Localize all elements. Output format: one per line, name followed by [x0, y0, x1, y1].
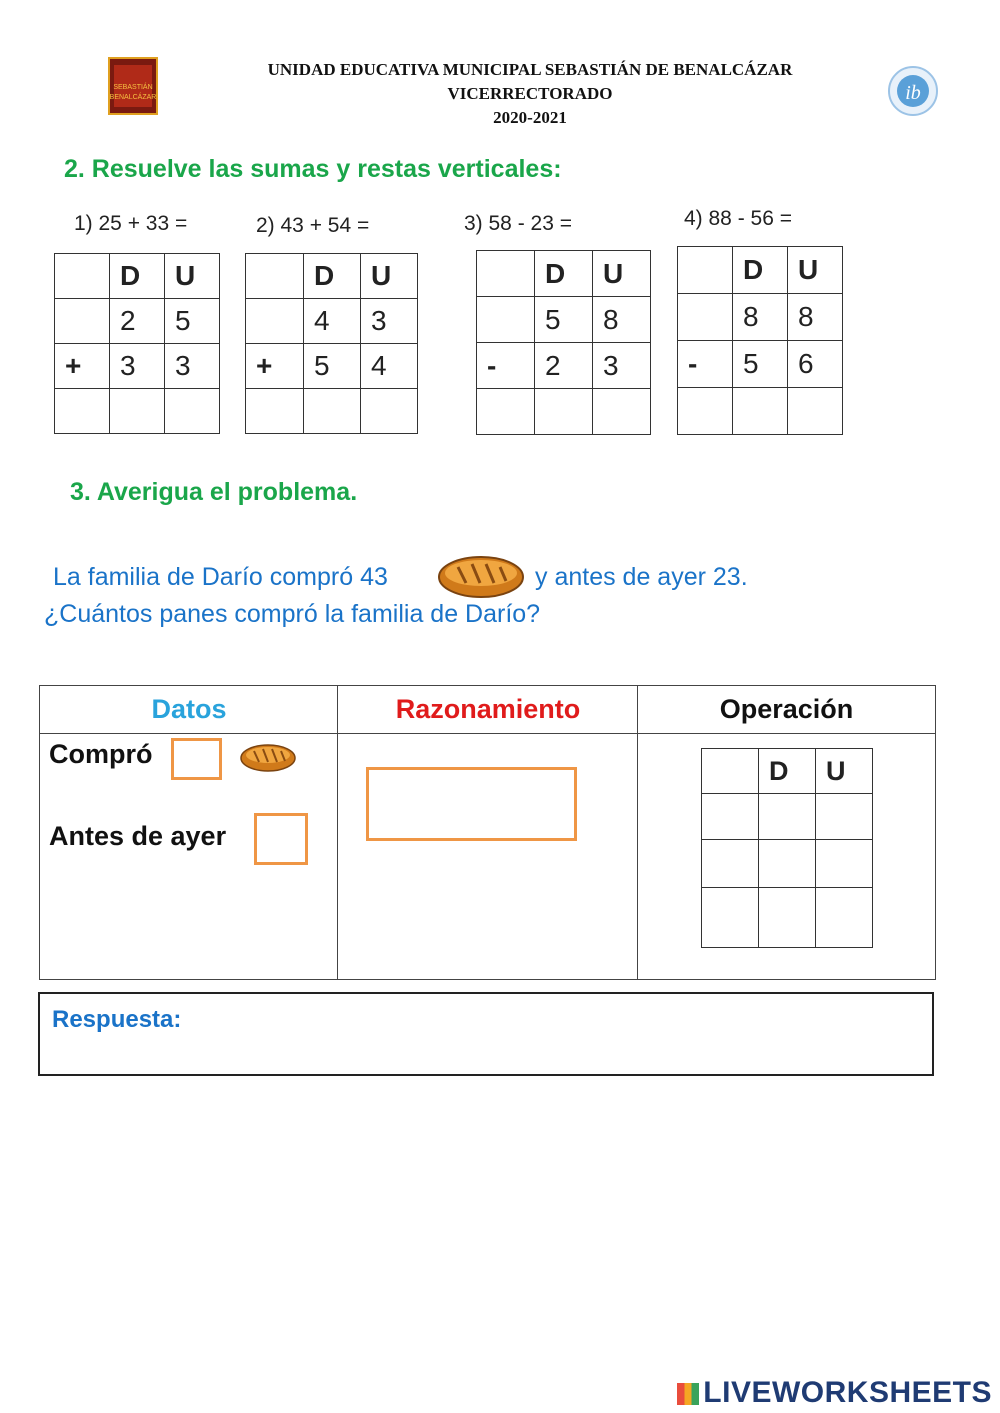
answer-u-input[interactable]: [361, 389, 418, 434]
digit-cell: 4: [361, 344, 418, 389]
answer-blank[interactable]: [246, 389, 304, 434]
school-year: 2020-2021: [493, 108, 567, 127]
department: VICERRECTORADO: [447, 84, 613, 103]
plus-sign: +: [246, 344, 304, 389]
problem-text-2: y antes de ayer 23.: [535, 563, 748, 591]
op-3-table: [476, 250, 651, 435]
digit-cell: 3: [110, 344, 165, 389]
datos-antes-label: Antes de ayer: [49, 821, 227, 851]
compro-input[interactable]: [171, 738, 222, 780]
header-u: U: [361, 254, 418, 299]
header-d: D: [759, 749, 816, 794]
plus-sign: +: [55, 344, 110, 389]
respuesta-label: Respuesta:: [52, 1006, 182, 1033]
operacion-cell[interactable]: [816, 840, 873, 888]
op-3-label: 3) 58 - 23 =: [464, 212, 572, 235]
header-d: D: [304, 254, 361, 299]
digit-cell: 3: [361, 299, 418, 344]
header-u: U: [593, 251, 651, 297]
digit-cell: 8: [593, 297, 651, 343]
datos-compro-label: Compró: [49, 739, 153, 769]
header-u: U: [788, 247, 843, 294]
operacion-cell[interactable]: [816, 888, 873, 948]
blank-cell: [246, 299, 304, 344]
header-d: D: [535, 251, 593, 297]
liveworksheets-icon: [677, 1383, 699, 1405]
blank-cell: [55, 299, 110, 344]
answer-u-input[interactable]: [165, 389, 220, 434]
school-logo: [108, 57, 158, 115]
digit-cell: 2: [110, 299, 165, 344]
header-datos: Datos: [40, 686, 338, 734]
operacion-cell[interactable]: [816, 794, 873, 840]
problem-text-1: La familia de Darío compró 43: [53, 563, 388, 591]
minus-sign: -: [477, 343, 535, 389]
digit-cell: 3: [165, 344, 220, 389]
digit-cell: 5: [165, 299, 220, 344]
section-3-title: 3. Averigua el problema.: [70, 478, 358, 506]
digit-cell: 8: [788, 294, 843, 341]
problem-question: ¿Cuántos panes compró la familia de Darío?: [44, 600, 541, 628]
answer-d-input[interactable]: [110, 389, 165, 434]
header-u: U: [165, 254, 220, 299]
digit-cell: 6: [788, 341, 843, 388]
answer-blank[interactable]: [477, 389, 535, 435]
bread-icon: [239, 742, 297, 774]
digit-cell: 3: [593, 343, 651, 389]
op-1-table: [54, 253, 220, 434]
op-2-label: 2) 43 + 54 =: [256, 214, 370, 237]
answer-u-input[interactable]: [788, 388, 843, 435]
digit-cell: 5: [733, 341, 788, 388]
operacion-cell[interactable]: [702, 840, 759, 888]
header-d: D: [733, 247, 788, 294]
digit-cell: 8: [733, 294, 788, 341]
blank-cell: [702, 749, 759, 794]
answer-d-input[interactable]: [535, 389, 593, 435]
header-razonamiento: Razonamiento: [338, 686, 638, 734]
antes-de-ayer-input[interactable]: [254, 813, 308, 865]
section-2-title: 2. Resuelve las sumas y restas verticales:: [64, 155, 562, 183]
footer-text: LIVEWORKSHEETS: [703, 1376, 992, 1409]
svg-text:BENALCÁZAR: BENALCÁZAR: [110, 94, 156, 101]
blank-cell: [477, 251, 535, 297]
problem-table: [39, 685, 936, 980]
blank-cell: [477, 297, 535, 343]
digit-cell: 5: [535, 297, 593, 343]
op-1-label: 1) 25 + 33 =: [74, 212, 188, 235]
answer-blank[interactable]: [55, 389, 110, 434]
school-name: UNIDAD EDUCATIVA MUNICIPAL SEBASTIÁN DE BENALCÁZAR: [267, 60, 793, 79]
blank-cell: [678, 294, 733, 341]
op-2-table: [245, 253, 418, 434]
header-d: D: [110, 254, 165, 299]
answer-u-input[interactable]: [593, 389, 651, 435]
razonamiento-input[interactable]: [366, 767, 577, 841]
operacion-table: [701, 748, 873, 948]
ib-logo-text: ib: [905, 82, 921, 104]
answer-d-input[interactable]: [304, 389, 361, 434]
digit-cell: 4: [304, 299, 361, 344]
minus-sign: -: [678, 341, 733, 388]
op-4-label: 4) 88 - 56 =: [684, 207, 792, 230]
digit-cell: 5: [304, 344, 361, 389]
answer-d-input[interactable]: [733, 388, 788, 435]
header-u: U: [816, 749, 873, 794]
operacion-cell[interactable]: [759, 888, 816, 948]
operacion-cell[interactable]: [759, 840, 816, 888]
bread-icon: [436, 553, 526, 601]
svg-text:SEBASTIÁN: SEBASTIÁN: [113, 84, 153, 91]
blank-cell: [55, 254, 110, 299]
operacion-cell[interactable]: [702, 794, 759, 840]
header-operacion: Operación: [638, 686, 935, 734]
answer-blank[interactable]: [678, 388, 733, 435]
liveworksheets-logo: [677, 1376, 992, 1410]
digit-cell: 2: [535, 343, 593, 389]
op-4-table: [677, 246, 843, 435]
ib-logo: [888, 62, 938, 120]
respuesta-box[interactable]: [38, 992, 934, 1076]
operacion-cell[interactable]: [702, 888, 759, 948]
operacion-cell[interactable]: [759, 794, 816, 840]
school-header: [250, 58, 810, 130]
blank-cell: [246, 254, 304, 299]
blank-cell: [678, 247, 733, 294]
